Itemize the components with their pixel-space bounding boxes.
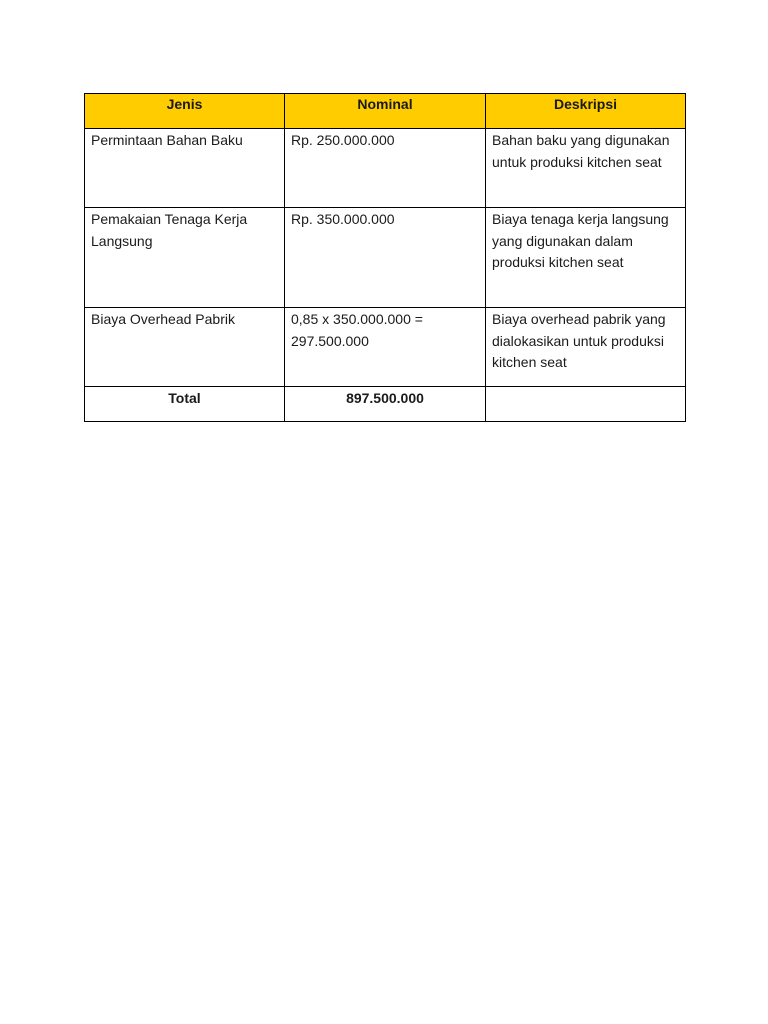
- table-row: [85, 308, 686, 387]
- header-nominal: [285, 94, 486, 129]
- header-deskripsi-label: Deskripsi: [553, 96, 618, 112]
- cell-jenis: Permintaan Bahan Baku: [85, 129, 285, 208]
- total-label: Total: [85, 387, 285, 422]
- cost-table: [84, 93, 686, 422]
- cell-jenis: Biaya Overhead Pabrik: [85, 308, 285, 387]
- cell-nominal: Rp. 250.000.000: [285, 129, 486, 208]
- total-row: [85, 387, 686, 422]
- header-jenis: [85, 94, 285, 129]
- cell-nominal: 0,85 x 350.000.000 = 297.500.000: [285, 308, 486, 387]
- table-row: [85, 129, 686, 208]
- header-nominal-label: Nominal: [357, 96, 413, 112]
- cell-nominal: Rp. 350.000.000: [285, 208, 486, 308]
- table-body: [85, 129, 686, 422]
- table-row: [85, 208, 686, 308]
- header-deskripsi: [486, 94, 686, 129]
- total-nominal: 897.500.000: [285, 387, 486, 422]
- header-row: [85, 94, 686, 129]
- cell-jenis: Pemakaian Tenaga Kerja Langsung: [85, 208, 285, 308]
- cell-deskripsi: Biaya overhead pabrik yang dialokasikan untuk produksi kitchen seat: [486, 308, 686, 387]
- header-jenis-label: Jenis: [166, 96, 203, 112]
- cell-deskripsi: Bahan baku yang digunakan untuk produksi kitchen seat: [486, 129, 686, 208]
- table-header: [85, 94, 686, 129]
- total-deskripsi: [486, 387, 686, 422]
- cell-deskripsi: Biaya tenaga kerja langsung yang digunakan dalam produksi kitchen seat: [486, 208, 686, 308]
